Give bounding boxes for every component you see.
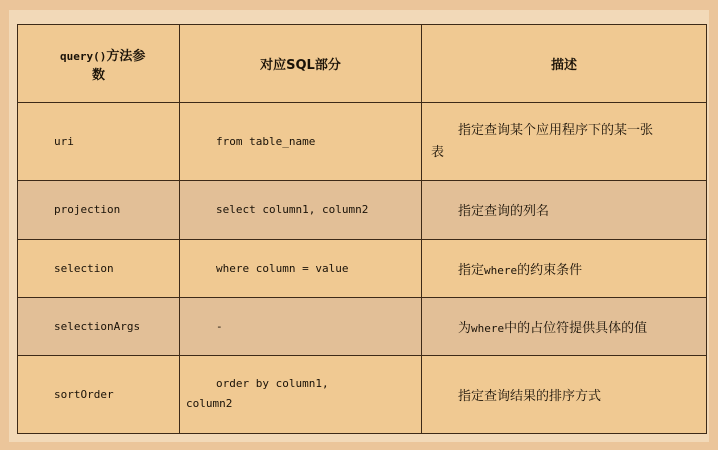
sql-cell <box>180 355 422 433</box>
table-row <box>18 103 707 181</box>
desc-pre: 指定 <box>458 262 485 278</box>
desc-keyword: where <box>471 321 505 335</box>
header-param-mono: query() <box>60 49 107 63</box>
table-row <box>18 297 707 355</box>
header-param-zh-2: 数 <box>92 67 106 83</box>
desc-post: 的约束条件 <box>517 262 583 278</box>
table-row <box>18 181 707 239</box>
param-cell: sortOrder <box>18 355 180 433</box>
param-cell: uri <box>18 103 180 181</box>
desc-line-2: 表 <box>431 144 445 160</box>
param-cell: selectionArgs <box>18 297 180 355</box>
sql-cell: where column = value <box>180 239 422 297</box>
sql-cell: select column1, column2 <box>180 181 422 239</box>
desc-cell <box>422 239 707 297</box>
sql-line-2: column2 <box>186 397 233 411</box>
header-param-zh: 方法参 <box>106 48 146 64</box>
desc-post: 中的占位符提供具体的值 <box>504 320 648 336</box>
sql-line-1: order by column1, <box>216 377 329 391</box>
query-parameters-table <box>17 24 707 434</box>
desc-line-1: 指定查询某个应用程序下的某一张 <box>458 122 654 138</box>
param-cell: selection <box>18 239 180 297</box>
table-row <box>18 239 707 297</box>
param-cell: projection <box>18 181 180 239</box>
desc-cell <box>422 297 707 355</box>
table-row <box>18 355 707 433</box>
desc-pre: 为 <box>458 320 472 336</box>
desc-cell: 指定查询的列名 <box>422 181 707 239</box>
sql-cell: - <box>180 297 422 355</box>
sql-cell: from table_name <box>180 103 422 181</box>
table-header-row <box>18 25 707 103</box>
desc-keyword: where <box>484 263 518 277</box>
header-sql-part: 对应SQL部分 <box>180 25 422 103</box>
header-description: 描述 <box>422 25 707 103</box>
header-query-param <box>18 25 180 103</box>
desc-cell <box>422 103 707 181</box>
desc-cell: 指定查询结果的排序方式 <box>422 355 707 433</box>
